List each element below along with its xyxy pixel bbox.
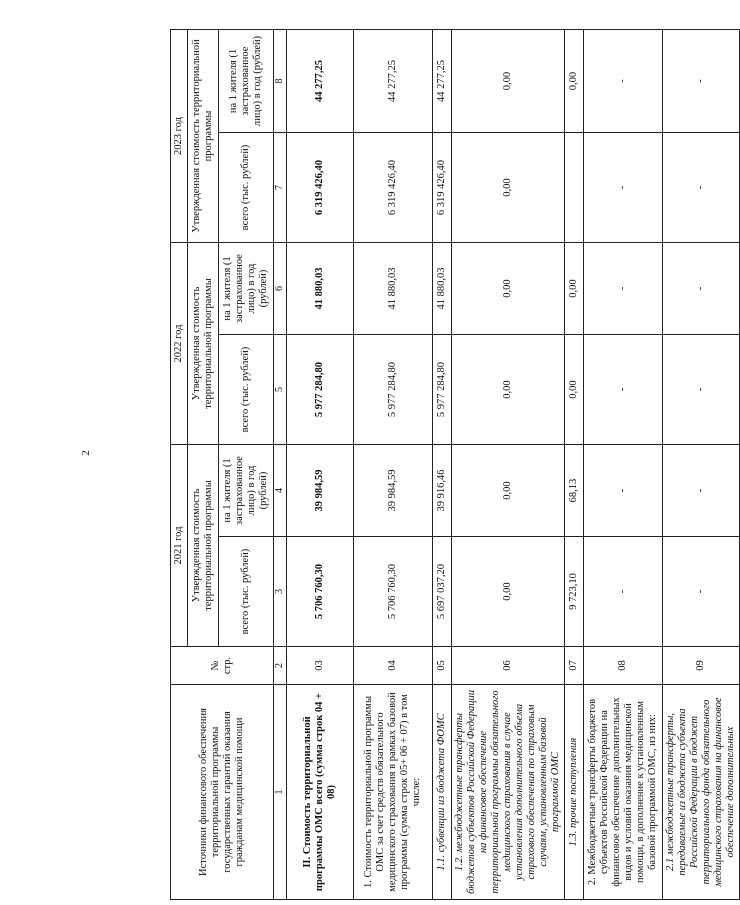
value-cell: 39 916,46 — [433, 445, 452, 537]
header-total-2022: всего (тыс. рублей) — [219, 335, 274, 445]
row-source: II. Стоимость территориальной программы ОМС всего (сумма строк 04 + 08) — [287, 685, 354, 900]
header-per-capita-2022: на 1 жителя (1 застрахованное лицо) в год (рублей) — [219, 243, 274, 335]
row-number: 03 — [287, 647, 354, 685]
value-cell: - — [663, 445, 740, 537]
value-cell: 0,00 — [452, 537, 565, 647]
value-cell: 41 880,03 — [433, 243, 452, 335]
value-cell: 44 277,25 — [287, 30, 354, 133]
row-number: 06 — [452, 647, 565, 685]
header-source: Источники финансового обеспечения территориальной программы государственных гарантий оказания гражданам медицинской помощи — [171, 685, 274, 900]
row-source: 2. Межбюджетные трансферты бюджетов субъектов Российской Федерации на финансовое обеспечение дополнительных видов и условий оказания медицинской помощи, в дополнение к установленным базовой программой ОМС, из них: — [584, 685, 663, 900]
value-cell: - — [663, 335, 740, 445]
header-year-2023: 2023 год — [171, 30, 188, 243]
row-source: 2.1 межбюджетные трансферты, передаваемые из бюджета субъекта Российской Федерации в бюджет территориального фонда обязательного медицинского страхования на финансовое обеспечение дополнительных — [663, 685, 740, 900]
table-row — [354, 30, 433, 900]
value-cell: 5 706 760,30 — [287, 537, 354, 647]
header-approved-2022: Утвержденная стоимость территориальной программы — [188, 243, 219, 445]
value-cell: 44 277,25 — [433, 30, 452, 133]
page-number: 2 — [80, 450, 92, 456]
value-cell: 0,00 — [565, 243, 584, 335]
value-cell: 39 984,59 — [354, 445, 433, 537]
header-approved-2023: Утвержденная стоимость территориальной программы — [188, 30, 219, 243]
value-cell: 5 977 284,80 — [287, 335, 354, 445]
value-cell: 41 880,03 — [287, 243, 354, 335]
table-row — [452, 30, 565, 900]
column-number: 8 — [274, 30, 287, 133]
row-number: 07 — [565, 647, 584, 685]
column-number: 6 — [274, 243, 287, 335]
header-approved-2021: Утвержденная стоимость территориальной программы — [188, 445, 219, 647]
header-year-2022: 2022 год — [171, 243, 188, 445]
value-cell: - — [663, 537, 740, 647]
value-cell: 6 319 426,40 — [287, 133, 354, 243]
row-number: 04 — [354, 647, 433, 685]
column-number: 1 — [274, 685, 287, 900]
value-cell: 0,00 — [565, 30, 584, 133]
value-cell: - — [584, 537, 663, 647]
value-cell: 68,13 — [565, 445, 584, 537]
value-cell: - — [663, 30, 740, 133]
table-row — [287, 30, 354, 900]
value-cell: - — [584, 30, 663, 133]
column-number: 5 — [274, 335, 287, 445]
value-cell: 0,00 — [452, 335, 565, 445]
value-cell: 0,00 — [452, 243, 565, 335]
value-cell: - — [663, 243, 740, 335]
value-cell: 41 880,03 — [354, 243, 433, 335]
value-cell: - — [584, 133, 663, 243]
header-per-capita-2021: на 1 жителя (1 застрахованное лицо) в год (рублей) — [219, 445, 274, 537]
table-row — [565, 30, 584, 900]
value-cell: 6 319 426,40 — [354, 133, 433, 243]
value-cell: - — [584, 243, 663, 335]
value-cell: 9 723,10 — [565, 537, 584, 647]
value-cell: 5 977 284,80 — [354, 335, 433, 445]
rotated-table-container — [170, 30, 736, 900]
table-row — [584, 30, 663, 900]
value-cell: 0,00 — [565, 335, 584, 445]
column-number: 2 — [274, 647, 287, 685]
value-cell: 5 697 037,20 — [433, 537, 452, 647]
row-number: 05 — [433, 647, 452, 685]
value-cell: - — [584, 335, 663, 445]
table-row — [433, 30, 452, 900]
header-total-2023: всего (тыс. рублей) — [219, 133, 274, 243]
value-cell: 0,00 — [452, 445, 565, 537]
financing-table — [170, 29, 740, 900]
value-cell: 0,00 — [452, 30, 565, 133]
row-source: 1.3. прочие поступления — [565, 685, 584, 900]
value-cell — [565, 133, 584, 243]
header-total-2021: всего (тыс. рублей) — [219, 537, 274, 647]
value-cell: 0,00 — [452, 133, 565, 243]
value-cell: 39 984,59 — [287, 445, 354, 537]
row-number: 08 — [584, 647, 663, 685]
column-number-row — [274, 30, 287, 900]
row-source: 1. Стоимость территориальной программы ОМС за счет средств обязательного медицинского страхования в рамках базовой программы (сумма строк 05+ 06 + 07) в том числе: — [354, 685, 433, 900]
row-source: 1.2. межбюджетные трансферты бюджетов субъектов Российской Федерации на финансовое обеспечение территориальной программы обязательного медицинского страхования в случае установления дополнительного объема страхового обеспечения по страховым случаям, установленным базовой программой ОМС — [452, 685, 565, 900]
value-cell: 6 319 426,40 — [433, 133, 452, 243]
row-source: 1.1. субвенции из бюджета ФОМС — [433, 685, 452, 900]
table-row — [663, 30, 740, 900]
header-year-2021: 2021 год — [171, 445, 188, 647]
value-cell: 44 277,25 — [354, 30, 433, 133]
value-cell: 5 977 284,80 — [433, 335, 452, 445]
column-number: 7 — [274, 133, 287, 243]
value-cell: - — [663, 133, 740, 243]
header-per-capita-2023: на 1 жителя (1 застрахованное лицо) в год (рублей) — [219, 30, 274, 133]
value-cell: - — [584, 445, 663, 537]
column-number: 4 — [274, 445, 287, 537]
header-row-years — [171, 30, 188, 900]
value-cell: 5 706 760,30 — [354, 537, 433, 647]
column-number: 3 — [274, 537, 287, 647]
row-number: 09 — [663, 647, 740, 685]
header-row-no: № стр. — [171, 647, 274, 685]
